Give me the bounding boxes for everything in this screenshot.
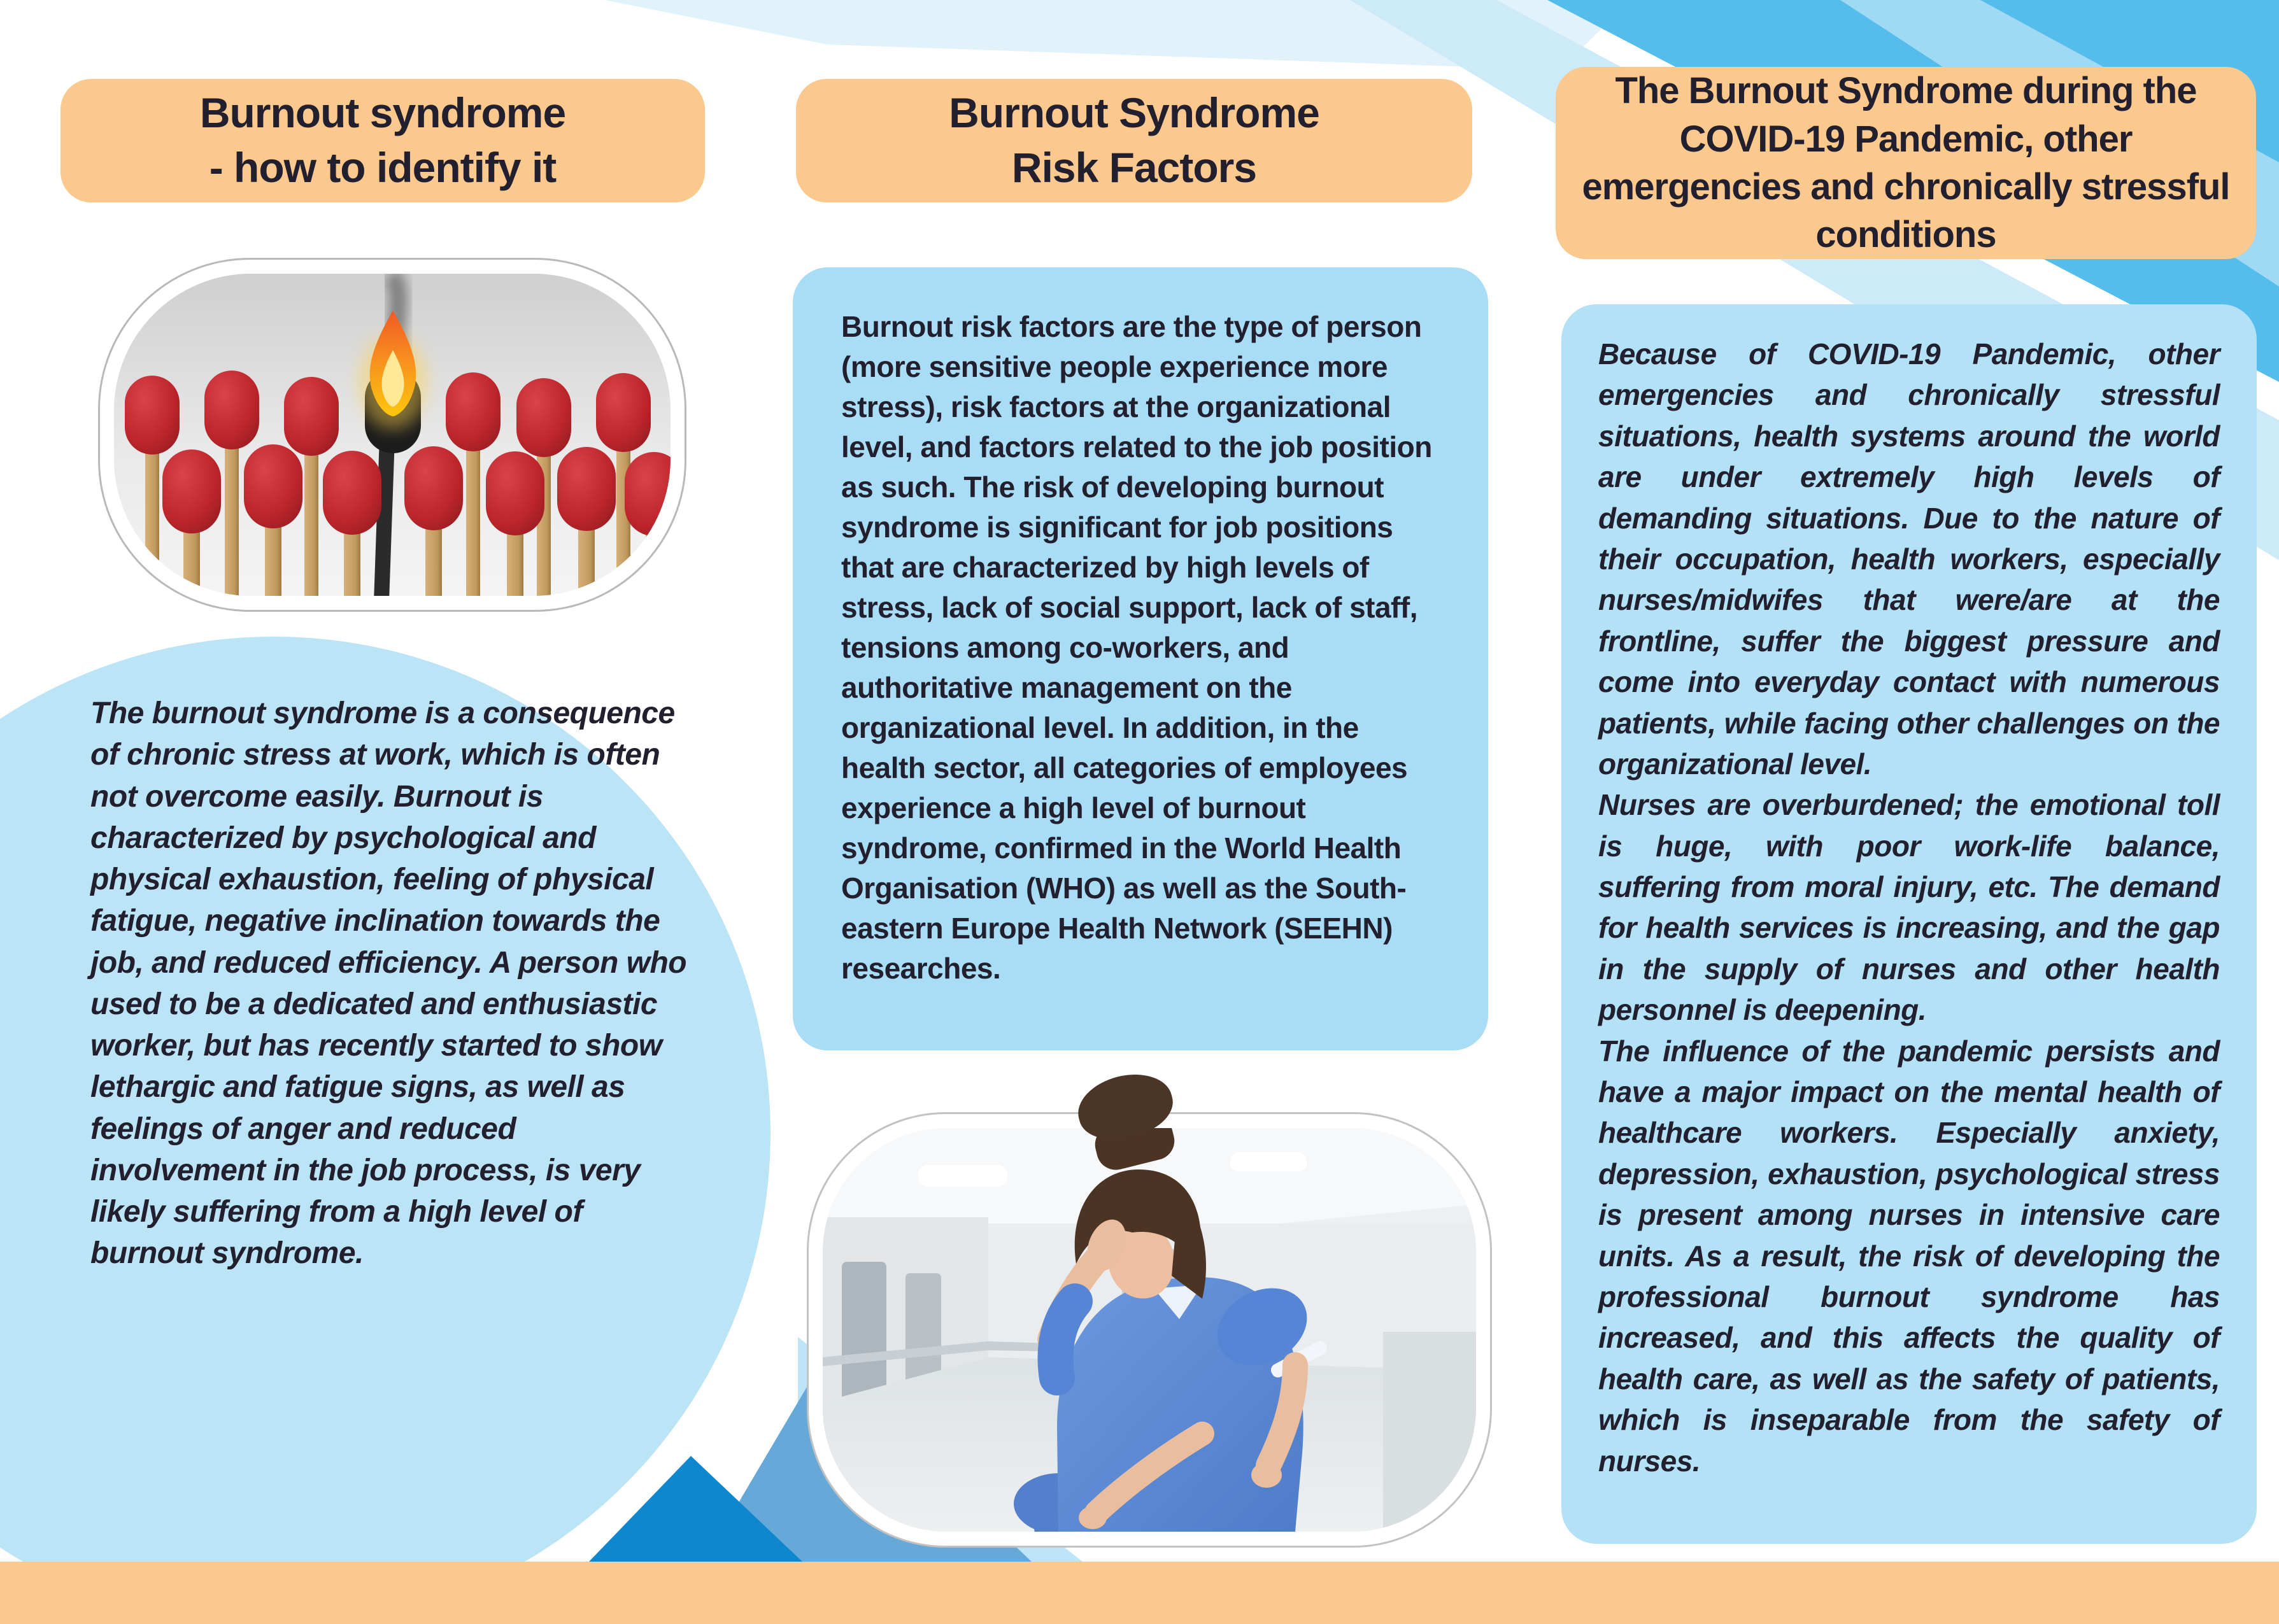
right-panel-paragraph-1: Because of COVID-19 Pandemic, other emergencies and chronically stressful situations, health systems around the world are under extremely high levels of demanding situations. Due to the nature of their occupation, health workers, especially nurses/midwifes that were/are at the frontline, suffer the biggest pressure and come into everyday contact with numerous patients, while facing other challenges on the organizational level.: [1598, 337, 2220, 780]
left-title-line2: - how to identify it: [209, 144, 557, 191]
left-title-line1: Burnout syndrome: [199, 89, 566, 137]
matches-photo-frame: [100, 260, 685, 610]
right-panel-title-box: [1556, 67, 2256, 259]
right-panel-paragraph-3: The influence of the pandemic persists and have a major impact on the mental health of healthcare workers. Especially anxiety, depression, exhaustion, psychological stress is present among nurses in intensive care units. As a result, the risk of developing the professional burnout syndrome has increased, and this affects the quality of health care, as well as the safety of patients, which is inseparable from the safety of nurses.: [1598, 1034, 2220, 1478]
middle-title-line1: Burnout Syndrome: [949, 89, 1319, 137]
middle-panel-body-text: Burnout risk factors are the type of person (more sensitive people experience more stress), risk factors at the organizational level, and factors related to the job position as such. The risk of developing burnout syndrome is significant for job positions that are characterized by high levels of stress, lack of social support, lack of staff, tensions among co-workers, and authoritative management on the organizational level. In addition, in the health sector, all categories of employees experience a high level of burnout syndrome, confirmed in the World Health Organisation (WHO) as well as the South-eastern Europe Health Network (SEEHN) researches.: [841, 310, 1432, 985]
nurse-photo-frame: [809, 1114, 1490, 1546]
middle-panel-title-box: [796, 79, 1472, 202]
right-panel-text-box: [1561, 304, 2257, 1544]
matches-illustration: [114, 274, 671, 596]
left-panel-title-box: [60, 79, 705, 202]
right-panel-paragraph-2: Nurses are overburdened; the emotional toll is huge, with poor work-life balance, suffering from moral injury, etc. The demand for health services is increasing, and the gap in the supply of nurses and other health personnel is deepening.: [1598, 788, 2220, 1027]
nurse-illustration: [823, 1128, 1476, 1532]
left-panel-body-text: The burnout syndrome is a consequence of chronic stress at work, which is often not overcome easily. Burnout is characterized by psychological and physical exhaustion, feeling of physical fatigue, negative inclination towards the job, and reduced efficiency. A person who used to be a dedicated and enthusiastic worker, but has recently started to show lethargic and fatigue signs, as well as feelings of anger and reduced involvement in the job process, is very likely suffering from a high level of burnout syndrome.: [90, 696, 687, 1271]
middle-panel-text-box: [793, 267, 1488, 1050]
right-title-text: The Burnout Syndrome during the COVID-19 Pandemic, other emergencies and chronically stressful conditions: [1582, 70, 2230, 256]
middle-title-line2: Risk Factors: [1011, 144, 1257, 191]
footer-orange-bar: [0, 1562, 2279, 1624]
